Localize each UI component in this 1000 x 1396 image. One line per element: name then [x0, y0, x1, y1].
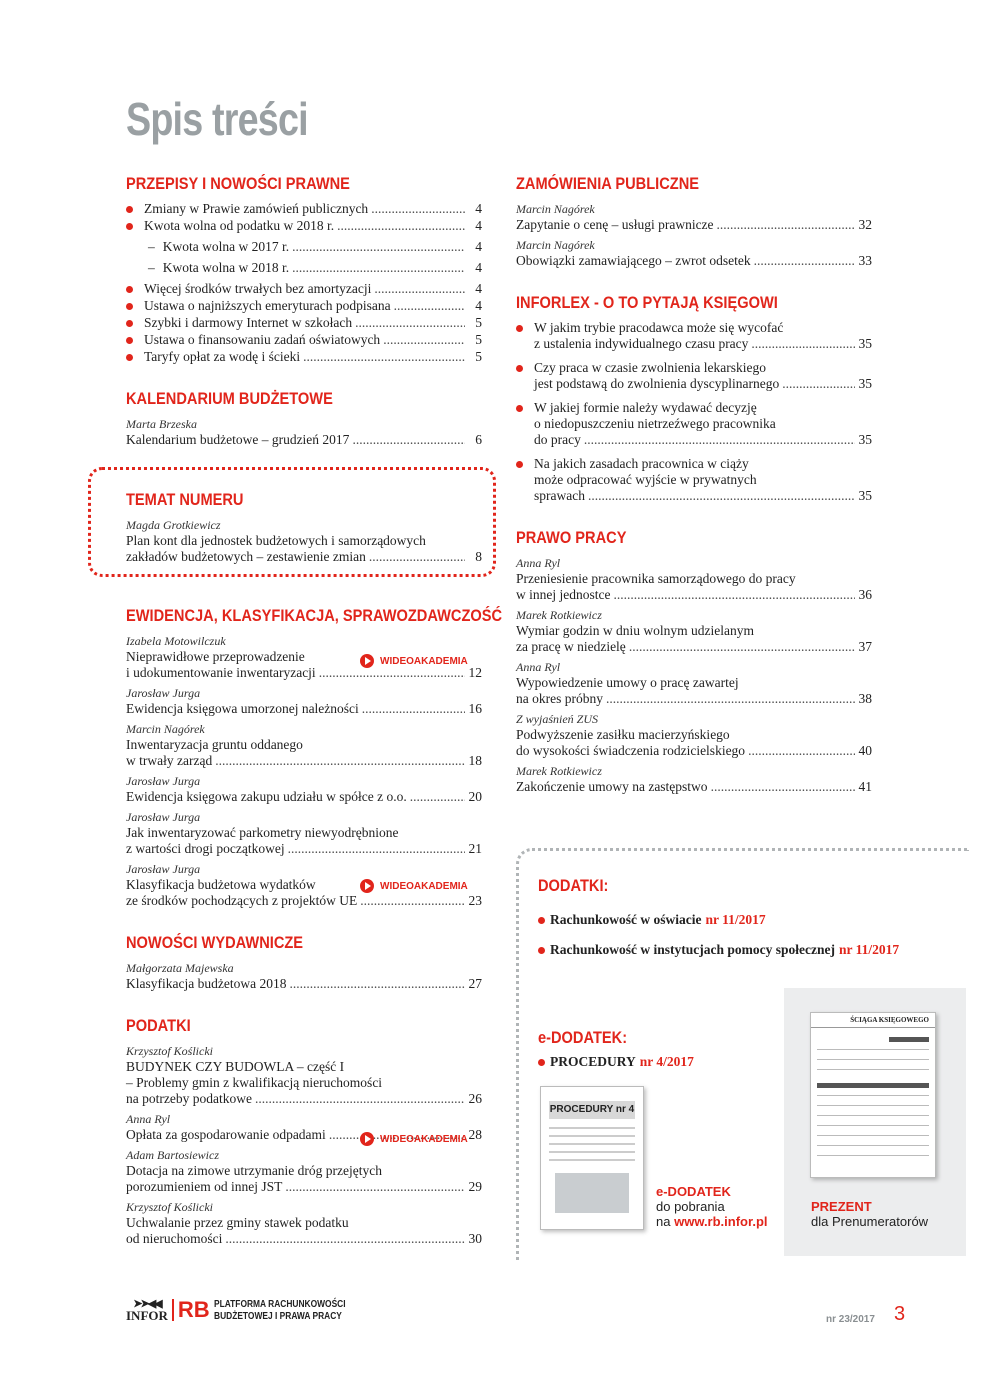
section-title: ZAMÓWIENIA PUBLICZNE — [516, 174, 700, 193]
toc-line[interactable]: do pracy ..... 35 — [534, 432, 872, 448]
play-icon — [360, 879, 374, 893]
page-number: 5 — [475, 349, 482, 364]
author: Marta Brzeska — [126, 417, 197, 431]
page-number: 18 — [468, 753, 482, 768]
entry-line: Czy praca w czasie zwolnienia lekarskiego — [534, 360, 767, 375]
dodatki-title: DODATKI: — [538, 876, 609, 895]
entry-line: W jakim trybie pracodawca może się wycofać — [534, 320, 784, 335]
page-number: 4 — [475, 281, 482, 296]
toc-line[interactable]: zakładów budżetowych – zestawienie zmian ..... 8 — [126, 549, 482, 565]
bullet-icon — [516, 405, 523, 412]
rb-logo: RB — [172, 1299, 210, 1321]
author: Małgorzata Majewska — [126, 961, 234, 975]
dodatek-item[interactable]: Rachunkowość w oświacie nr 11/2017 — [538, 912, 766, 928]
bullet-icon — [538, 917, 545, 924]
page-number: 26 — [468, 1091, 482, 1106]
dodatek-item[interactable]: Rachunkowość w instytucjach pomocy społecznej nr 11/2017 — [538, 942, 899, 958]
page-number: 40 — [858, 743, 872, 758]
toc-line[interactable]: Kwota wolna od podatku w 2018 r. ..... 4 — [144, 218, 482, 234]
page-number: 4 — [475, 239, 482, 254]
entry-line: Jak inwentaryzować parkometry niewyodrębnione — [126, 825, 399, 840]
toc-entry[interactable] — [516, 555, 872, 603]
toc-section — [126, 174, 482, 365]
page-number: 28 — [468, 1127, 482, 1142]
page-number: 35 — [858, 488, 872, 503]
page-number: 3 — [894, 1303, 906, 1325]
toc-entry[interactable] — [126, 685, 482, 717]
page-number: 8 — [475, 549, 482, 564]
page-number: 4 — [475, 201, 482, 216]
entry-line: Dotacja na zimowe utrzymanie dróg przejętych — [126, 1163, 383, 1178]
toc-entry[interactable] — [126, 1147, 482, 1195]
toc-line[interactable]: Zmiany w Prawie zamówień publicznych ..... 4 — [144, 201, 482, 217]
section-title: PODATKI — [126, 1016, 191, 1035]
entry-line: BUDYNEK CZY BUDOWLA – część I — [126, 1059, 345, 1074]
page-number: 4 — [475, 260, 482, 275]
author: Anna Ryl — [516, 660, 561, 674]
toc-entry[interactable] — [516, 607, 872, 655]
edodatek-title: e-DODATEK: — [538, 1028, 628, 1047]
section-title: NOWOŚCI WYDAWNICZE — [126, 933, 304, 952]
wideoakademia-badge[interactable]: WIDEOAKADEMIA — [360, 654, 468, 668]
toc-bullet-item[interactable] — [126, 332, 482, 348]
toc-line[interactable]: Szybki i darmowy Internet w szkołach ..... 5 — [144, 315, 482, 331]
bullet-icon — [516, 365, 523, 372]
section-title: PRZEPISY I NOWOŚCI PRAWNE — [126, 174, 350, 193]
toc-entry[interactable] — [516, 201, 872, 233]
page-title: Spis treści — [126, 93, 308, 145]
toc-entry[interactable] — [126, 416, 482, 448]
toc-section — [126, 933, 482, 992]
toc-line[interactable]: Ewidencja księgowa zakupu udziału w spółce z o.o. ..... 20 — [126, 789, 482, 805]
section-title: KALENDARIUM BUDŻETOWE — [126, 389, 333, 408]
toc-entry[interactable] — [126, 1199, 482, 1247]
toc-line[interactable]: – Kwota wolna w 2017 r. ..... 4 — [148, 239, 482, 255]
page-number: 27 — [468, 976, 482, 991]
toc-section — [126, 606, 503, 909]
entry-line: Uchwalanie przez gminy stawek podatku — [126, 1215, 349, 1230]
page-number: 33 — [858, 253, 872, 268]
author: Jarosław Jurga — [126, 810, 201, 824]
page-number: 35 — [858, 376, 872, 391]
toc-bullet-item[interactable] — [126, 281, 482, 297]
toc-bullet-item[interactable] — [126, 218, 482, 234]
author: Anna Ryl — [516, 556, 561, 570]
entry-line: W jakiej formie należy wydawać decyzję — [534, 400, 757, 415]
author: Adam Bartosiewicz — [126, 1148, 219, 1162]
toc-line[interactable]: i udokumentowanie inwentaryzacji ..... 12 — [126, 665, 482, 681]
toc-section — [516, 293, 872, 504]
bullet-icon — [126, 303, 133, 310]
temat-numeru-section — [126, 490, 482, 565]
toc-line[interactable]: w trwały zarząd ..... 18 — [126, 753, 482, 769]
author: Anna Ryl — [126, 1112, 171, 1126]
toc-entry[interactable] — [516, 237, 872, 269]
toc-line[interactable]: jest podstawą do zwolnienia dyscyplinarnego ..... 35 — [534, 376, 872, 392]
platforma-name: PLATFORMA RACHUNKOWOŚCI BUDŻETOWEJ I PRAWA PRACY — [213, 1298, 346, 1322]
page-number: 5 — [475, 315, 482, 330]
toc-entry[interactable] — [516, 711, 872, 759]
page-number: 23 — [468, 893, 482, 908]
author: Krzysztof Koślicki — [126, 1200, 214, 1214]
page-number: 35 — [858, 432, 872, 447]
edodatek-item[interactable]: PROCEDURY nr 4/2017 — [538, 1054, 694, 1070]
page-number: 12 — [468, 665, 482, 680]
entry-line: Wypowiedzenie umowy o pracę zawartej — [516, 675, 739, 690]
entry-line: Przeniesienie pracownika samorządowego do pracy — [516, 571, 796, 586]
toc-entry[interactable] — [126, 809, 482, 857]
page-number: 4 — [475, 218, 482, 233]
toc-line[interactable]: na okres próbny ..... 38 — [516, 691, 872, 707]
entry-line: Wymiar godzin w dniu wolnym udzielanym — [516, 623, 755, 638]
toc-line[interactable]: Opłata za gospodarowanie odpadami ..... 28 — [126, 1127, 482, 1143]
page-number: 16 — [468, 701, 482, 716]
sciaga-cover-thumbnail[interactable]: ŚCIĄGA KSIĘGOWEGO — [810, 1012, 936, 1178]
entry-line: Nieprawidłowe przeprowadzenie — [126, 649, 305, 664]
entry-line: Klasyfikacja budżetowa wydatków — [126, 877, 316, 892]
bullet-icon — [516, 325, 523, 332]
toc-line[interactable]: Klasyfikacja budżetowa 2018 ..... 27 — [126, 976, 482, 992]
procedury-cover-thumbnail[interactable]: PROCEDURY nr 4 — [540, 1086, 644, 1230]
toc-bullet-item[interactable] — [516, 360, 872, 392]
page-number: 20 — [468, 789, 482, 804]
toc-bullet-item[interactable] — [516, 320, 872, 352]
author: Jarosław Jurga — [126, 774, 201, 788]
toc-bullet-item[interactable] — [516, 456, 872, 504]
bullet-icon — [126, 286, 133, 293]
entry-line: Podwyższenie zasiłku macierzyńskiego — [516, 727, 730, 742]
toc-sub-item[interactable] — [126, 260, 482, 276]
play-icon — [360, 1132, 374, 1146]
toc-line[interactable]: porozumieniem od innej JST ..... 29 — [126, 1179, 482, 1195]
bullet-icon — [126, 320, 133, 327]
page-number: 35 — [858, 336, 872, 351]
toc-entry[interactable] — [126, 960, 482, 992]
bullet-icon — [516, 461, 523, 468]
toc-entry[interactable] — [516, 763, 872, 795]
toc-line[interactable]: do wysokości świadczenia rodzicielskiego ..... 40 — [516, 743, 872, 759]
download-link[interactable]: www.rb.infor.pl — [674, 1214, 768, 1229]
toc-entry[interactable] — [126, 773, 482, 805]
page-number: 5 — [475, 332, 482, 347]
bullet-icon — [126, 206, 133, 213]
play-icon — [360, 654, 374, 668]
toc-right-column — [516, 174, 872, 819]
entry-line: Plan kont dla jednostek budżetowych i samorządowych — [126, 533, 426, 548]
author: Marek Rotkiewicz — [516, 608, 602, 622]
infor-logo: ➤➤◀◀ INFOR — [126, 1298, 168, 1323]
toc-line[interactable]: – Kwota wolna w 2018 r. ..... 4 — [148, 260, 482, 276]
author: Marcin Nagórek — [516, 238, 595, 252]
section-title: TEMAT NUMERU — [126, 490, 244, 509]
page-number: 38 — [858, 691, 872, 706]
toc-line[interactable]: na potrzeby podatkowe ..... 26 — [126, 1091, 482, 1107]
toc-line[interactable]: od nieruchomości ..... 30 — [126, 1231, 482, 1247]
toc-line[interactable]: z ustalenia indywidualnego czasu pracy ..... 35 — [534, 336, 872, 352]
toc-entry[interactable] — [126, 1043, 482, 1107]
page-number: 37 — [858, 639, 872, 654]
toc-line[interactable]: sprawach ..... 35 — [534, 488, 872, 504]
page-number: 32 — [858, 217, 872, 232]
toc-section — [516, 174, 872, 269]
toc-bullet-item[interactable] — [516, 400, 872, 448]
author: Jarosław Jurga — [126, 862, 201, 876]
toc-line[interactable]: Kalendarium budżetowe – grudzień 2017 ..... 6 — [126, 432, 482, 448]
wideoakademia-badge[interactable]: WIDEOAKADEMIA — [360, 1132, 468, 1146]
toc-line[interactable]: Ustawa o najniższych emeryturach podpisana ..... 4 — [144, 298, 482, 314]
toc-line[interactable]: Zapytanie o cenę – usługi prawnicze ..... 32 — [516, 217, 872, 233]
page-number: 30 — [468, 1231, 482, 1246]
entry-line: Inwentaryzacja gruntu oddanego — [126, 737, 303, 752]
entry-line: Na jakich zasadach pracownica w ciąży — [534, 456, 749, 471]
section-title: INFORLEX - O TO PYTAJĄ KSIĘGOWI — [516, 293, 778, 312]
toc-line[interactable]: Ustawa o finansowaniu zadań oświatowych ..... 5 — [144, 332, 482, 348]
page-number: 36 — [858, 587, 872, 602]
entry-line: może odpracować wyjście w prywatnych — [534, 472, 757, 487]
toc-left-column-bottom — [126, 606, 503, 1271]
author: Magda Grotkiewicz — [126, 518, 221, 532]
author: Izabela Motowilczuk — [126, 634, 226, 648]
prezent-caption: PREZENT dla Prenumeratorów — [811, 1199, 929, 1229]
bullet-icon — [126, 337, 133, 344]
author: Krzysztof Koślicki — [126, 1044, 214, 1058]
page-number: 41 — [858, 779, 872, 794]
bullet-icon — [126, 223, 133, 230]
toc-section — [126, 389, 482, 448]
toc-line[interactable]: Obowiązki zamawiającego – zwrot odsetek ..... 33 — [516, 253, 872, 269]
cover-image — [555, 1173, 629, 1213]
author: Marcin Nagórek — [126, 722, 205, 736]
section-title: EWIDENCJA, KLASYFIKACJA, SPRAWOZDAWCZOŚĆ — [126, 606, 503, 625]
entry-line: o niedopuszczeniu nietrzeźwego pracownika — [534, 416, 776, 431]
toc-line[interactable]: Więcej środków trwałych bez amortyzacji ..... 4 — [144, 281, 482, 297]
author: Marcin Nagórek — [516, 202, 595, 216]
toc-bullet-item[interactable] — [126, 201, 482, 217]
author: Z wyjaśnień ZUS — [516, 712, 599, 726]
toc-section — [516, 528, 872, 795]
toc-bullet-item[interactable] — [126, 349, 482, 365]
toc-line[interactable]: Ewidencja księgowa umorzonej należności ..... 16 — [126, 701, 482, 717]
toc-line[interactable]: z wartości drogi początkowej ..... 21 — [126, 841, 482, 857]
author: Jarosław Jurga — [126, 686, 201, 700]
bullet-icon — [538, 1059, 545, 1066]
wideoakademia-badge[interactable]: WIDEOAKADEMIA — [360, 879, 468, 893]
section-title: PRAWO PRACY — [516, 528, 627, 547]
page-number: 21 — [468, 841, 482, 856]
page-number: 6 — [475, 432, 482, 447]
toc-line[interactable]: Taryfy opłat za wodę i ścieki ..... 5 — [144, 349, 482, 365]
toc-sub-item[interactable] — [126, 239, 482, 255]
toc-line[interactable]: Zakończenie umowy na zastępstwo ..... 41 — [516, 779, 872, 795]
toc-line[interactable]: w innej jednostce ..... 36 — [516, 587, 872, 603]
toc-entry[interactable] — [126, 721, 482, 769]
issue-number: nr 23/2017 — [826, 1314, 875, 1325]
entry-line: – Problemy gmin z kwalifikacją nieruchomości — [126, 1075, 383, 1090]
toc-line[interactable]: za pracę w niedzielę ..... 37 — [516, 639, 872, 655]
edodatek-caption: e-DODATEK do pobrania na www.rb.infor.pl — [656, 1184, 768, 1229]
publisher-logo — [126, 1298, 378, 1322]
author: Marek Rotkiewicz — [516, 764, 602, 778]
toc-line[interactable]: ze środków pochodzących z projektów UE ..... 23 — [126, 893, 482, 909]
toc-bullet-item[interactable] — [126, 298, 482, 314]
toc-bullet-item[interactable] — [126, 315, 482, 331]
toc-left-column-top — [126, 174, 482, 472]
page-number: 29 — [468, 1179, 482, 1194]
page-number: 4 — [475, 298, 482, 313]
toc-entry[interactable] — [516, 659, 872, 707]
bullet-icon — [538, 947, 545, 954]
bullet-icon — [126, 354, 133, 361]
